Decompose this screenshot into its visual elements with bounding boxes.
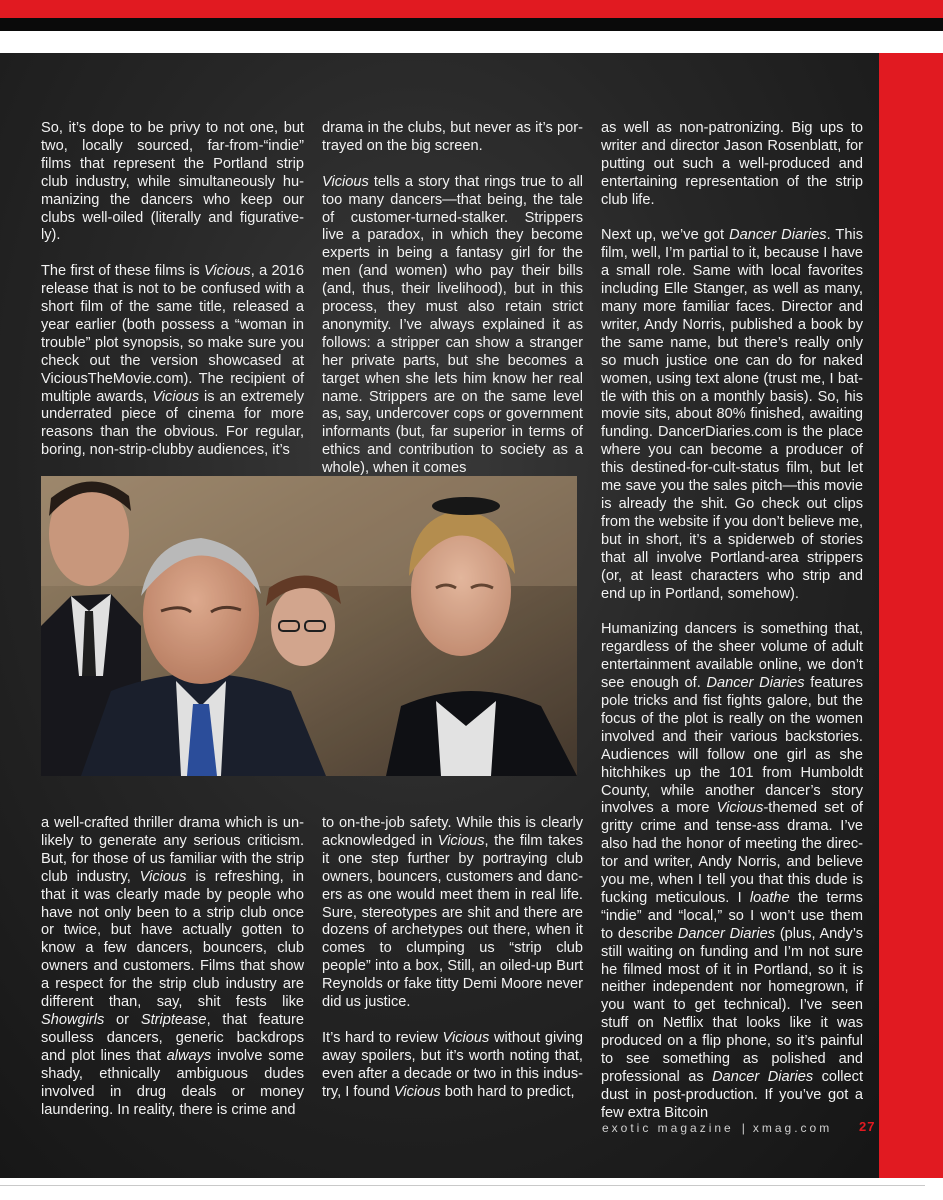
article-column-4 <box>41 815 304 1119</box>
article-paragraph: a well-crafted thriller drama which is unlikely to generate any serious criticism. But, for those of us familiar with the strip club industry, Vicious is refreshing, in that it was clearly made by people who have not only been to a strip club once or twice, but have actually gotten to know a few dancers, bouncers, club owners and customers. Films that show a respect for the strip club industry are different than, say, shit fests like Showgirls or Striptease, that feature soulless dancers, generic backdrops and plot lines that always involve some shady, ethnically ambiguous dudes involved in drug deals or money laundering. In reality, there is crime and <box>41 815 304 1118</box>
side-red-bar <box>879 53 943 1178</box>
page-footer <box>602 1121 878 1135</box>
article-photo <box>41 476 577 776</box>
article-column-1 <box>41 120 304 460</box>
article-paragraph: So, it’s dope to be privy to not one, but two, locally sourced, far-from-“indie” films that represent the Portland strip club industry, while simultaneously humanizing the dancers who keep our clubs well-oiled (literally and figuratively). <box>41 120 304 244</box>
article-column-2 <box>322 120 583 478</box>
article-column-3 <box>601 120 863 1123</box>
article-paragraph: Next up, we’ve got Dancer Diaries. This film, well, I’m partial to it, because I have a small role. Same with local favorites including Elle Stanger, as well as many, many more familiar faces. Director and writer, Andy Norris, published a book by the same name, but there’s really only so much justice one can do for naked women, using text alone (trust me, I battle with this on a monthly basis). So, his movie sits, about 80% finished, awaiting funding. DancerDiaries.com is the place where you can become a producer of this destined-for-cult-status film, but let me save you the sales pitch—this movie is already the shit. Go check out clips from the website if you don’t believe me, but in short, it’s a spiderweb of stories that all involve Portland-area strippers (or, at least characters who strip and end up in Portland, somehow). <box>601 227 863 602</box>
footer-magazine-name: exotic magazine <box>602 1121 734 1135</box>
page-number: 27 <box>859 1119 876 1134</box>
article-paragraph: The first of these films is Vicious, a 2016 release that is not to be confused with a short film of the same title, released a year earlier (both possess a “woman in trouble” plot synopsis, so make sure you check out the version showcased at ViciousTheMovie.com). The recipient of multiple awards, Vicious is an extremely underrated piece of cinema for more reasons than the obvious. For regular, boring, non-strip-clubby audiences, it’s <box>41 263 304 459</box>
article-paragraph: to on-the-job safety. While this is clearly acknowledged in Vicious, the film takes it one step further by portraying club owners, bouncers, customers and dancers as one would meet them in real life. Sure, stereotypes are shit and there are dozens of archetypes out there, when it comes to clumping us “strip club people” into a box, Still, an oiled-up Burt Reynolds or fake titty Demi Moore never did us justice. <box>322 815 583 1011</box>
article-paragraph: drama in the clubs, but never as it’s portrayed on the big screen. <box>322 120 583 154</box>
photo-illustration <box>41 476 577 776</box>
article-paragraph: as well as non-patronizing. Big ups to writer and director Jason Rosenblatt, for putting out such a well-produced and entertaining representation of the strip club life. <box>601 120 863 208</box>
footer-separator: | <box>741 1121 745 1135</box>
top-black-band <box>0 18 943 31</box>
article-column-5 <box>322 815 583 1101</box>
footer-website: xmag.com <box>752 1121 833 1135</box>
article-paragraph: Vicious tells a story that rings true to all too many dancers—that being, the tale of customer-turned-stalker. Strippers live a paradox, in which they become experts in being a fantasy girl for the men (and women) who pay their bills (and, thus, their livelihood), but in this process, they must also retain strict anonymity. I’ve always explained it as follows: a stripper can show a stranger her private parts, but she becomes a target when she lets him know her real name. Strippers are on the same level as, say, undercover cops or government informants (but, far superior in terms of ethics and contribution to society as a whole), when it comes <box>322 173 583 477</box>
article-paragraph: Humanizing dancers is something that, regardless of the sheer volume of adult entertainment available online, we don’t see enough of. Dancer Diaries features pole tricks and fist fights galore, but the focus of the plot is really on the women involved and their various backstories. Audiences will follow one girl as she hitchhikes up the 101 from Humboldt County, while another dancer’s story involves a more Vicious-themed set of gritty crime and tense-ass drama. I’ve also had the honor of meeting the director and writer, Andy Norris, and believe you me, when I tell you that this dude is fucking meticulous. I loathe the terms “indie” and “local,” so I won’t use them to describe Dancer Diaries (plus, Andy’s still waiting on funding and I’m not sure he filmed most of it in Portland, so it is neither independent nor homegrown, if you want to get technical). I’ve seen stuff on Netflix that looks like it was produced on a flip phone, so it’s painful to see something as polished and professional as Dancer Diaries collect dust in post-production. If you’ve got a few extra Bitcoin <box>601 621 864 1121</box>
top-red-band <box>0 0 943 18</box>
page-bottom-rule <box>0 1185 925 1186</box>
article-paragraph: It’s hard to review Vicious without giving away spoilers, but it’s worth noting that, even after a decade or two in this industry, I found Vicious both hard to predict, <box>322 1029 584 1100</box>
